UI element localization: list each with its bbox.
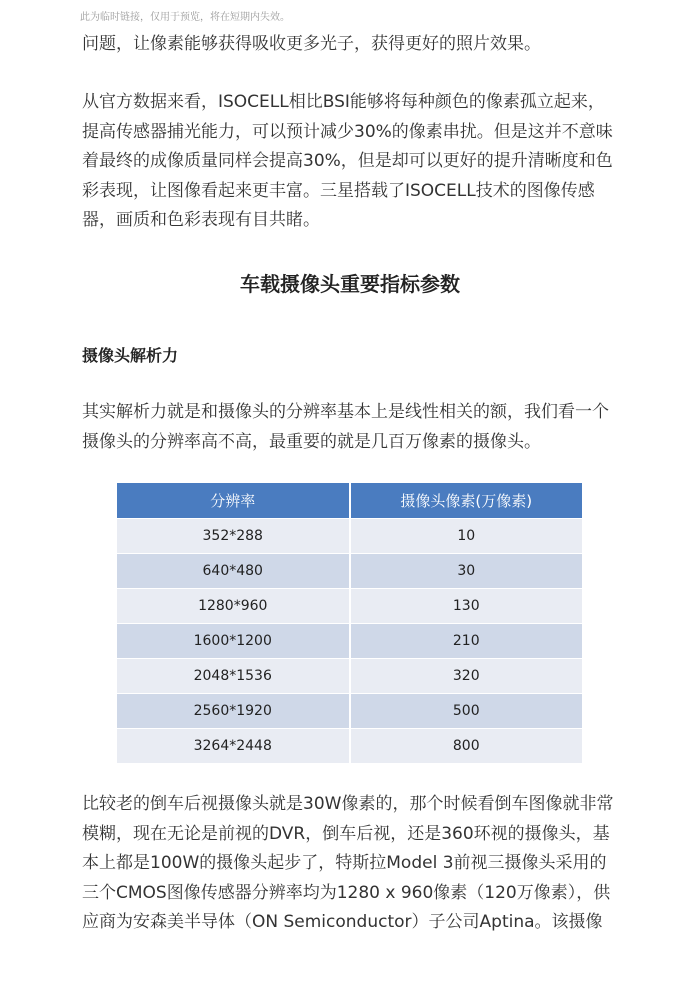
table-row xyxy=(117,519,582,554)
paragraph-photon xyxy=(82,30,620,60)
cell-resolution: 352*288 xyxy=(117,519,350,554)
table-row xyxy=(117,624,582,659)
paragraph-resolution xyxy=(82,398,620,457)
cell-megapixels: 10 xyxy=(350,519,583,554)
paragraph-line: 彩表现，让图像看起来更丰富。三星搭载了ISOCELL技术的图像传感 xyxy=(82,180,595,201)
paragraph-line: 其实解析力就是和摄像头的分辨率基本上是线性相关的额，我们看一个 xyxy=(82,402,609,422)
resolution-table xyxy=(117,483,582,763)
cell-megapixels: 800 xyxy=(350,729,583,764)
cell-resolution: 640*480 xyxy=(117,554,350,589)
paragraph-line: 模糊，现在无论是前视的DVR，倒车后视，还是360环视的摄像头，基 xyxy=(82,823,610,844)
cell-resolution: 1280*960 xyxy=(117,589,350,624)
cell-megapixels: 320 xyxy=(350,659,583,694)
paragraph-rear-camera xyxy=(82,790,620,938)
cell-resolution: 1600*1200 xyxy=(117,624,350,659)
cell-resolution: 3264*2448 xyxy=(117,729,350,764)
paragraph-line: 应商为安森美半导体（ON Semiconductor）子公司Aptina。该摄像 xyxy=(82,912,603,932)
resolution-table-image xyxy=(117,483,582,761)
table-row xyxy=(117,729,582,764)
cell-megapixels: 130 xyxy=(350,589,583,624)
paragraph-isocell xyxy=(82,88,620,236)
cell-megapixels: 500 xyxy=(350,694,583,729)
paragraph-line: 本上都是100W的摄像头起步了，特斯拉Model 3前视三摄像头采用的 xyxy=(82,853,607,873)
cell-resolution: 2560*1920 xyxy=(117,694,350,729)
preview-notice: 此为临时链接，仅用于预览，将在短期内失效。 xyxy=(80,12,290,23)
table-header-row xyxy=(117,483,582,519)
table-row xyxy=(117,589,582,624)
paragraph-line: 提高传感器捕光能力，可以预计减少30%的像素串扰。但是这并不意味 xyxy=(82,121,613,142)
paragraph-line: 着最终的成像质量同样会提高30%，但是却可以更好的提升清晰度和色 xyxy=(82,151,613,171)
paragraph-line: 从官方数据来看，ISOCELL相比BSI能够将每种颜色的像素孤立起来， xyxy=(82,92,605,112)
paragraph-line: 器，画质和色彩表现有目共睹。 xyxy=(82,210,320,230)
cell-megapixels: 30 xyxy=(350,554,583,589)
header-resolution: 分辨率 xyxy=(117,483,350,519)
table-row xyxy=(117,694,582,729)
paragraph-line: 比较老的倒车后视摄像头就是30W像素的，那个时候看倒车图像就非常 xyxy=(82,794,614,814)
header-megapixels: 摄像头像素(万像素) xyxy=(350,483,583,519)
cell-megapixels: 210 xyxy=(350,624,583,659)
paragraph-line: 三个CMOS图像传感器分辨率均为1280 x 960像素（120万像素），供 xyxy=(82,882,611,903)
section-title: 车载摄像头重要指标参数 xyxy=(240,272,460,296)
table-row xyxy=(117,659,582,694)
paragraph-line: 摄像头的分辨率高不高，最重要的就是几百万像素的摄像头。 xyxy=(82,431,541,452)
table-row xyxy=(117,554,582,589)
cell-resolution: 2048*1536 xyxy=(117,659,350,694)
paragraph-line: 问题，让像素能够获得吸收更多光子，获得更好的照片效果。 xyxy=(82,34,541,54)
subsection-title: 摄像头解析力 xyxy=(82,346,179,365)
